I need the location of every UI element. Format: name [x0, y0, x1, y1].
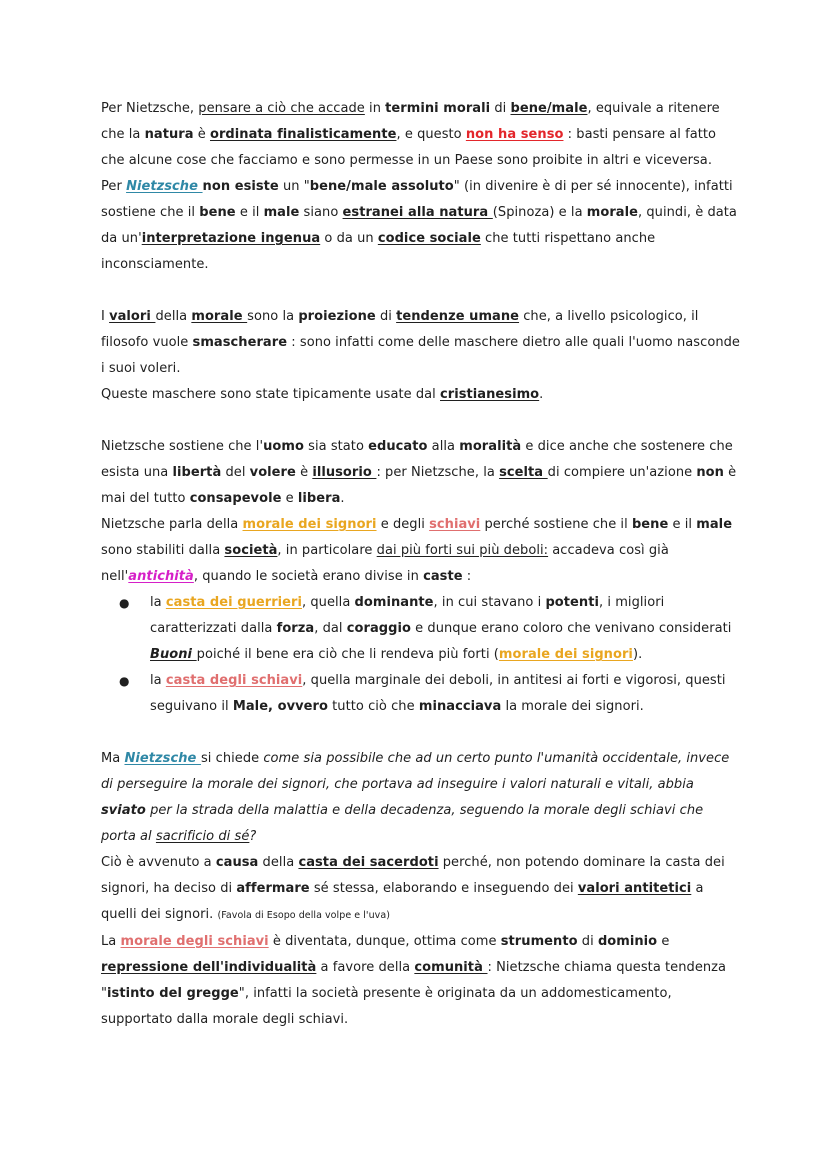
bold-underlined-term: scelta	[499, 465, 548, 480]
bold-underlined-term: estranei alla natura	[342, 205, 493, 220]
document-body	[101, 96, 741, 1033]
text: e dice anche che sostenere che esista una	[101, 439, 733, 480]
bold-term: coraggio	[346, 621, 411, 636]
text: sono stabiliti dalla	[101, 543, 225, 558]
gold-highlight: casta dei guerrieri	[165, 595, 302, 610]
text: , dal	[314, 621, 347, 636]
text: :	[462, 569, 472, 584]
paragraph-priests	[101, 746, 741, 1033]
bullet-icon: ●	[119, 596, 130, 610]
text: , e questo	[396, 127, 466, 142]
bold-term: sviato	[101, 803, 146, 818]
text: , in cui stavano i	[433, 595, 546, 610]
bold-term: causa	[215, 855, 259, 870]
bold-underlined-term: interpretazione ingenua	[141, 231, 321, 246]
text: e degli	[376, 517, 430, 532]
bold-term: volere	[249, 465, 296, 480]
text: e il	[668, 517, 697, 532]
text: in	[364, 101, 386, 116]
text: ).	[632, 647, 643, 662]
paragraph-freedom-will	[101, 434, 741, 512]
text: sono la	[247, 309, 299, 324]
bold-underlined-term: illusorio	[312, 465, 377, 480]
text: di	[375, 309, 397, 324]
bold-term: caste	[423, 569, 463, 584]
bold-term: non esiste	[202, 179, 279, 194]
bold-term: termini morali	[385, 101, 491, 116]
italic-question: come sia possibile che ad un certo punto l'umanità occidentale, invece di perseguire la morale dei signori, che portava ad inseguire i valori naturali e vitali, abbia	[101, 751, 730, 792]
text: della	[155, 309, 192, 324]
paragraph-gap	[101, 408, 741, 434]
bold-underlined-term: morale	[191, 309, 248, 324]
bold-underlined-term: ordinata finalisticamente	[209, 127, 397, 142]
bold-term: moralità	[459, 439, 522, 454]
underlined-phrase: dai più forti sui più deboli:	[376, 543, 549, 558]
text: a favore della	[316, 960, 415, 975]
text: della	[258, 855, 299, 870]
bold-term: male	[263, 205, 300, 220]
bold-term: uomo	[263, 439, 304, 454]
text: Nietzsche sostiene che l'	[101, 439, 264, 454]
text: La	[101, 934, 121, 949]
bold-term: minacciava	[418, 699, 502, 714]
text: un "	[278, 179, 310, 194]
paragraph-master-slave	[101, 512, 741, 590]
bold-underlined-term: tendenze umane	[396, 309, 520, 324]
gold-highlight: morale dei signori	[242, 517, 377, 532]
text: di compiere un'azione	[547, 465, 697, 480]
list-item	[101, 668, 741, 720]
text: e il	[235, 205, 264, 220]
small-note: (Favola di Esopo della volpe e l'uva)	[217, 910, 390, 921]
bold-term: libera	[297, 491, 341, 506]
text: la morale dei signori.	[501, 699, 644, 714]
text: di	[577, 934, 598, 949]
text: perché sostiene che il	[480, 517, 632, 532]
bold-term: strumento	[500, 934, 578, 949]
bold-term: dominante	[354, 595, 434, 610]
list-item	[101, 590, 741, 668]
bold-term: affermare	[236, 881, 310, 896]
bold-term: non	[696, 465, 724, 480]
text: siano	[299, 205, 343, 220]
text: è	[295, 465, 313, 480]
teal-name: Nietzsche	[126, 179, 203, 194]
paragraph-gap	[101, 720, 741, 746]
text: sé stessa, elaborando e inseguendo dei	[309, 881, 578, 896]
bold-italic-term: Buoni	[150, 647, 197, 662]
text: , i migliori caratterizzati dalla	[150, 595, 665, 636]
bold-underlined-term: casta dei sacerdoti	[298, 855, 439, 870]
bold-underlined-term: bene/male	[510, 101, 588, 116]
underlined-phrase: sacrificio di sé	[155, 829, 250, 844]
text: e	[281, 491, 298, 506]
text: ", infatti la società presente è originata da un addomesticamento, supportato dalla morale degli schiavi.	[101, 986, 672, 1027]
bold-underlined-term: società	[224, 543, 278, 558]
teal-name: Nietzsche	[124, 751, 201, 766]
bold-term: bene/male assoluto	[309, 179, 454, 194]
text: alla	[427, 439, 460, 454]
text: è	[193, 127, 210, 142]
text: , quindi, è data da un'	[101, 205, 737, 246]
bold-term: Male, ovvero	[232, 699, 328, 714]
text: (Spinoza) e la	[492, 205, 587, 220]
bold-term: istinto del gregge	[107, 986, 239, 1001]
text: Nietzsche parla della	[101, 517, 243, 532]
text: la	[150, 595, 166, 610]
text: la	[150, 673, 166, 688]
paragraph-gap	[101, 278, 741, 304]
magenta-highlight: antichità	[128, 569, 194, 584]
text: poiché il bene era ciò che li rendeva più forti (	[196, 647, 499, 662]
text: .	[340, 491, 345, 506]
text: sia stato	[303, 439, 369, 454]
paragraph-values-masks	[101, 304, 741, 408]
text: che tutti rispettano anche inconsciamente.	[101, 231, 656, 272]
bold-underlined-term: cristianesimo	[440, 387, 540, 402]
text: , quella	[302, 595, 355, 610]
text: che, a livello psicologico, il filosofo vuole	[101, 309, 699, 350]
salmon-highlight: morale degli schiavi	[120, 934, 269, 949]
text: I	[101, 309, 110, 324]
salmon-highlight: casta degli schiavi	[165, 673, 303, 688]
bold-term: morale	[586, 205, 638, 220]
text: o da un	[320, 231, 378, 246]
text: perché, non potendo dominare la casta dei signori, ha deciso di	[101, 855, 725, 896]
bold-term: forza	[276, 621, 315, 636]
text: " (in divenire è di per sé innocente), infatti sostiene che il	[101, 179, 733, 220]
text: , quando le società erano divise in	[193, 569, 424, 584]
text: : per Nietzsche, la	[376, 465, 500, 480]
bold-term: smascherare	[192, 335, 288, 350]
text: di	[490, 101, 511, 116]
bold-term: consapevole	[189, 491, 282, 506]
italic-question: per la strada della malattia e della decadenza, seguendo la morale degli schiavi che porta al	[101, 803, 704, 844]
text: , equivale a ritenere che la	[101, 101, 720, 142]
bold-term: libertà	[172, 465, 222, 480]
underlined-phrase: pensare a ciò che accade	[198, 101, 365, 116]
text: Queste maschere sono state tipicamente usate dal	[101, 387, 440, 402]
bold-underlined-term: repressione dell'individualità	[101, 960, 317, 975]
text: Per	[101, 179, 127, 194]
text: e	[657, 934, 670, 949]
gold-highlight: morale dei signori	[498, 647, 633, 662]
bold-term: potenti	[545, 595, 599, 610]
text: tutto ciò che	[327, 699, 419, 714]
bullet-icon: ●	[119, 674, 130, 688]
bold-term: male	[696, 517, 733, 532]
text: Ciò è avvenuto a	[101, 855, 216, 870]
castes-list	[101, 590, 741, 720]
salmon-highlight: schiavi	[429, 517, 481, 532]
bold-underlined-term: valori	[109, 309, 156, 324]
paragraph-morality-nature	[101, 96, 741, 278]
text: , in particolare	[277, 543, 377, 558]
text: si chiede	[200, 751, 264, 766]
bold-term: proiezione	[298, 309, 376, 324]
bold-term: educato	[368, 439, 428, 454]
text: Ma	[101, 751, 125, 766]
text: è mai del tutto	[101, 465, 737, 506]
bold-underlined-term: codice sociale	[377, 231, 481, 246]
text: : sono infatti come delle maschere dietro alle quali l'uomo nasconde i suoi voleri.	[101, 335, 740, 376]
text: e dunque erano coloro che venivano considerati	[410, 621, 732, 636]
text: del	[221, 465, 250, 480]
text: Per Nietzsche,	[101, 101, 199, 116]
text: : basti pensare al fatto che alcune cose che facciamo e sono permesse in un Paese sono proibite in altri e viceversa.	[101, 127, 717, 168]
red-highlight: non ha senso	[465, 127, 564, 142]
text: : Nietzsche chiama questa tendenza "	[101, 960, 727, 1001]
bold-term: bene	[199, 205, 236, 220]
bold-term: dominio	[597, 934, 658, 949]
text: è diventata, dunque, ottima come	[268, 934, 501, 949]
text: accadeva così già nell'	[101, 543, 669, 584]
bold-underlined-term: comunità	[414, 960, 488, 975]
bold-term: natura	[144, 127, 194, 142]
italic-question: ?	[249, 829, 257, 844]
bold-underlined-term: valori antitetici	[577, 881, 692, 896]
text: , quella marginale dei deboli, in antitesi ai forti e vigorosi, questi seguivano il	[150, 673, 726, 714]
text: .	[539, 387, 544, 402]
text: a quelli dei signori.	[101, 881, 704, 922]
bold-term: bene	[631, 517, 669, 532]
